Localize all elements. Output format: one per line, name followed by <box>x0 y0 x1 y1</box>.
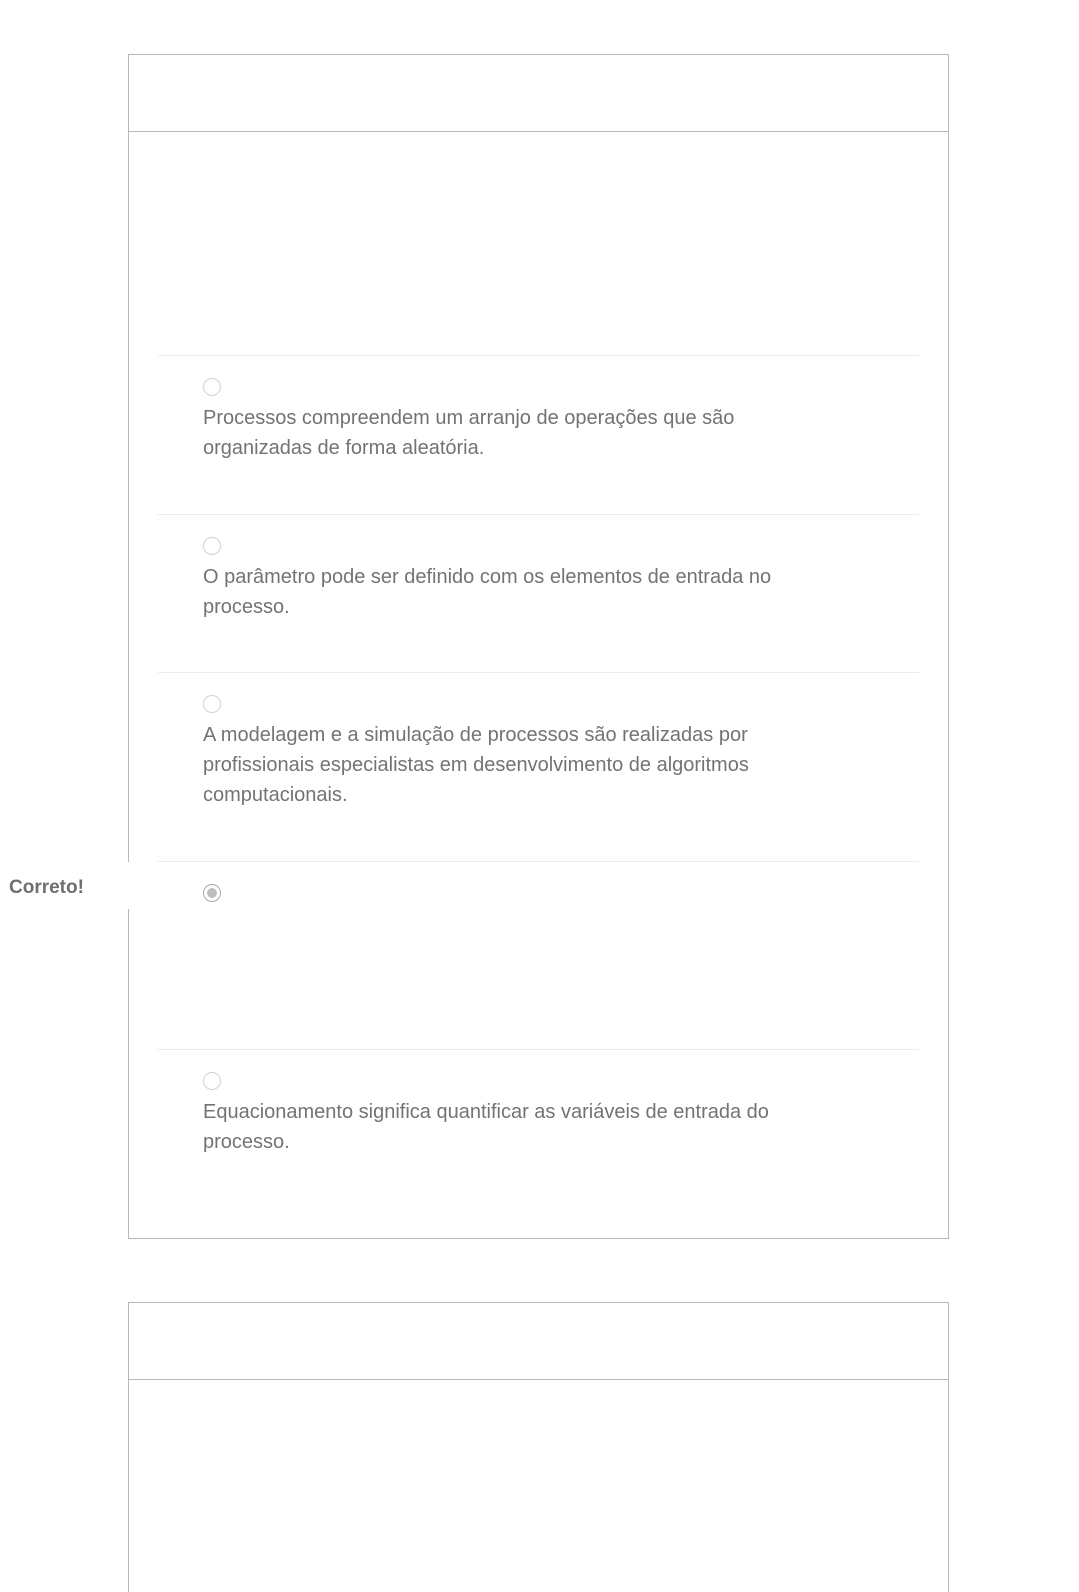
radio-button-2[interactable] <box>203 537 221 555</box>
radio-button-5[interactable] <box>203 1072 221 1090</box>
question-card-1 <box>128 54 949 1239</box>
correct-marker-gap <box>126 862 130 909</box>
answer-option-2[interactable] <box>158 514 919 672</box>
answer-option-4[interactable] <box>158 861 919 1049</box>
radio-button-3[interactable] <box>203 695 221 713</box>
answer-option-1[interactable] <box>158 355 919 514</box>
question-header-2 <box>129 1303 948 1380</box>
answer-text-3: A modelagem e a simulação de processos são realizadas por profissionais especialistas em desenvolvimento de algoritmos computacionais. <box>203 724 749 806</box>
answer-option-5[interactable] <box>158 1049 919 1238</box>
radio-button-4-selected[interactable] <box>203 884 221 902</box>
radio-button-1[interactable] <box>203 378 221 396</box>
answer-list <box>158 355 919 1238</box>
question-card-2 <box>128 1302 949 1592</box>
answer-text-5: Equacionamento significa quantificar as variáveis de entrada do processo. <box>203 1101 769 1153</box>
question-header-1 <box>129 55 948 132</box>
answer-option-3[interactable] <box>158 672 919 861</box>
answer-text-2: O parâmetro pode ser definido com os elementos de entrada no processo. <box>203 566 772 618</box>
correct-answer-label: Correto! <box>9 877 84 898</box>
answer-text-1: Processos compreendem um arranjo de operações que são organizadas de forma aleatória. <box>203 407 735 459</box>
